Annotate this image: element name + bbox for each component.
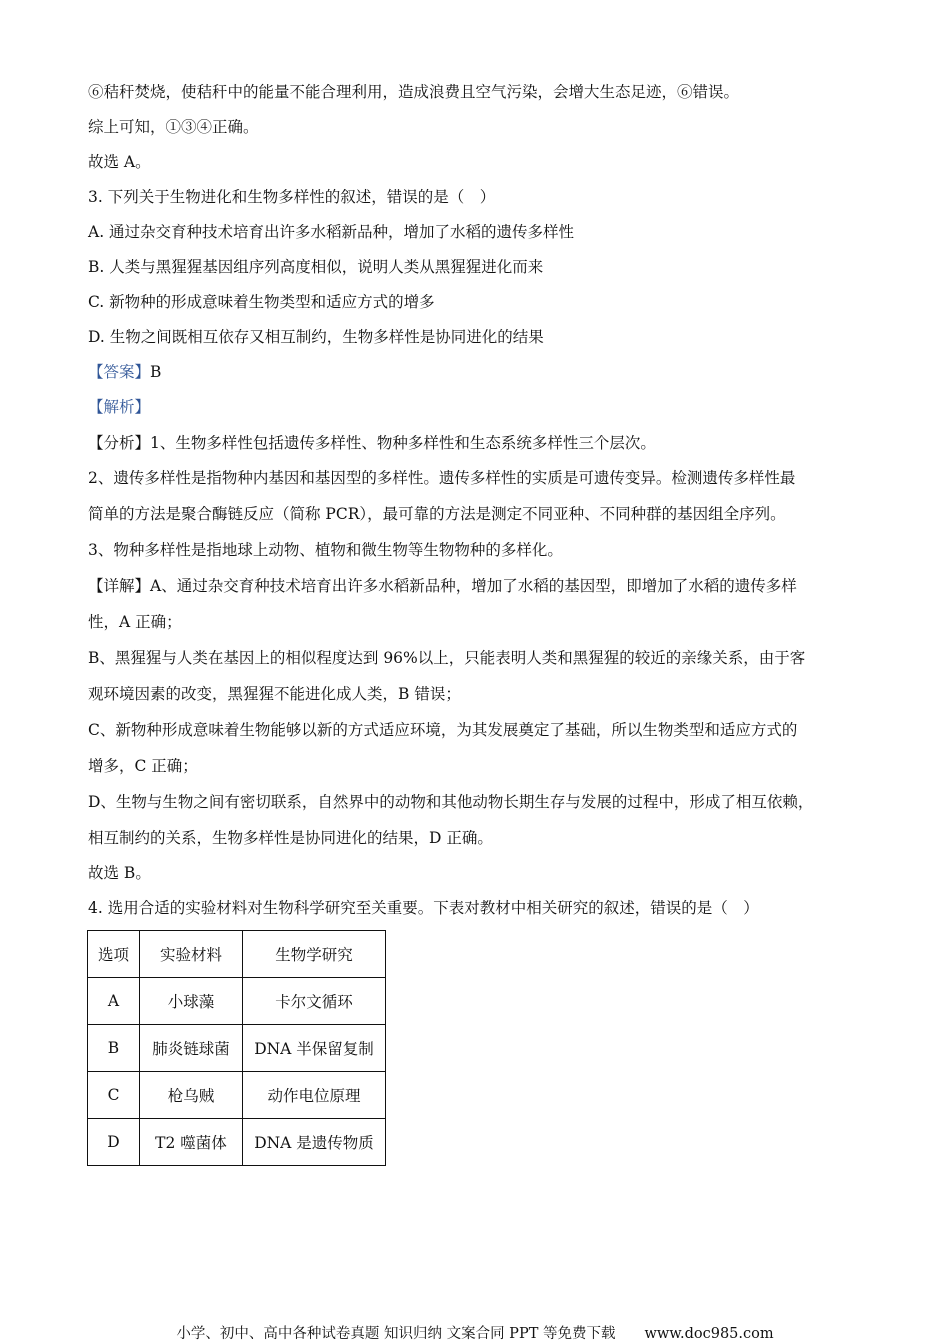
table-header-row: [88, 931, 386, 978]
table-cell: C: [88, 1072, 140, 1119]
question-4-stem: 4. 选用合适的实验材料对生物科学研究至关重要。下表对教材中相关研究的叙述，错误的是（ ）: [88, 899, 759, 917]
table-cell: 卡尔文循环: [243, 978, 386, 1025]
xiangjie-text: A、通过杂交育种技术培育出许多水稻新品种，增加了水稻的基因型，即增加了水稻的遗传多样: [150, 577, 797, 595]
fenxi-line-2: 2、遗传多样性是指物种内基因和基因型的多样性。遗传多样性的实质是可遗传变异。检测遗传多样性最: [88, 469, 796, 487]
table-cell: 小球藻: [140, 978, 243, 1025]
fenxi-line-3: 简单的方法是聚合酶链反应（简称 PCR），最可靠的方法是测定不同亚种、不同种群的基因组全序列。: [88, 505, 786, 523]
answer-line: [88, 361, 890, 383]
table-row: [88, 1025, 386, 1072]
xiangjie-line-8: 相互制约的关系，生物多样性是协同进化的结果，D 正确。: [88, 829, 493, 847]
table-cell: 动作电位原理: [243, 1072, 386, 1119]
xiangjie-line-6: 增多，C 正确；: [88, 757, 198, 775]
analysis-tag: 【解析】: [88, 398, 151, 416]
table-cell: B: [88, 1025, 140, 1072]
table-row: [88, 978, 386, 1025]
xiangjie-line-2: 性，A 正确；: [88, 613, 182, 631]
option-b: B. 人类与黑猩猩基因组序列高度相似，说明人类从黑猩猩进化而来: [88, 258, 544, 276]
fenxi-text: 1、生物多样性包括遗传多样性、物种多样性和生态系统多样性三个层次。: [150, 434, 656, 452]
line-2: 综上可知，①③④正确。: [88, 118, 259, 136]
conclusion-line: 故选 B。: [88, 864, 151, 882]
fenxi-line-4: 3、物种多样性是指地球上动物、植物和微生物等生物物种的多样化。: [88, 541, 563, 559]
question-3-stem: 3. 下列关于生物进化和生物多样性的叙述，错误的是（ ）: [88, 188, 496, 206]
fenxi-tag: 【分析】: [88, 434, 151, 452]
table-cell: T2 噬菌体: [140, 1119, 243, 1166]
option-c: C. 新物种的形成意味着生物类型和适应方式的增多: [88, 293, 435, 311]
table-row: [88, 1119, 386, 1166]
materials-table: [87, 930, 386, 1166]
xiangjie-line-5: C、新物种形成意味着生物能够以新的方式适应环境，为其发展奠定了基础，所以生物类型和适应方式的: [88, 721, 798, 739]
xiangjie-line: [88, 575, 890, 597]
option-d: D. 生物之间既相互依存又相互制约，生物多样性是协同进化的结果: [88, 328, 544, 346]
answer-value: B: [150, 363, 162, 381]
xiangjie-tag: 【详解】: [88, 577, 151, 595]
xiangjie-line-7: D、生物与生物之间有密切联系，自然界中的动物和其他动物长期生存与发展的过程中，形成了相互依赖，: [88, 793, 814, 811]
table-cell: 枪乌贼: [140, 1072, 243, 1119]
header-material: 实验材料: [140, 931, 243, 978]
fenxi-line: [88, 432, 890, 454]
header-option: 选项: [88, 931, 140, 978]
line-1: ⑥秸秆焚烧，使秸秆中的能量不能合理利用，造成浪费且空气污染，会增大生态足迹，⑥错误。: [88, 83, 740, 101]
header-research: 生物学研究: [243, 931, 386, 978]
table-row: [88, 1072, 386, 1119]
xiangjie-line-3: B、黑猩猩与人类在基因上的相似程度达到 96%以上，只能表明人类和黑猩猩的较近的亲缘关系，由于客: [88, 649, 806, 667]
table-cell: D: [88, 1119, 140, 1166]
table-cell: A: [88, 978, 140, 1025]
answer-tag: 【答案】: [88, 363, 151, 381]
table-cell: 肺炎链球菌: [140, 1025, 243, 1072]
table-cell: DNA 半保留复制: [243, 1025, 386, 1072]
line-3: 故选 A。: [88, 153, 151, 171]
page-footer: 小学、初中、高中各种试卷真题 知识归纳 文案合同 PPT 等免费下载 www.doc985.com: [176, 1326, 774, 1342]
table-cell: DNA 是遗传物质: [243, 1119, 386, 1166]
xiangjie-line-4: 观环境因素的改变，黑猩猩不能进化成人类，B 错误；: [88, 685, 461, 703]
option-a: A. 通过杂交育种技术培育出许多水稻新品种，增加了水稻的遗传多样性: [88, 223, 575, 241]
